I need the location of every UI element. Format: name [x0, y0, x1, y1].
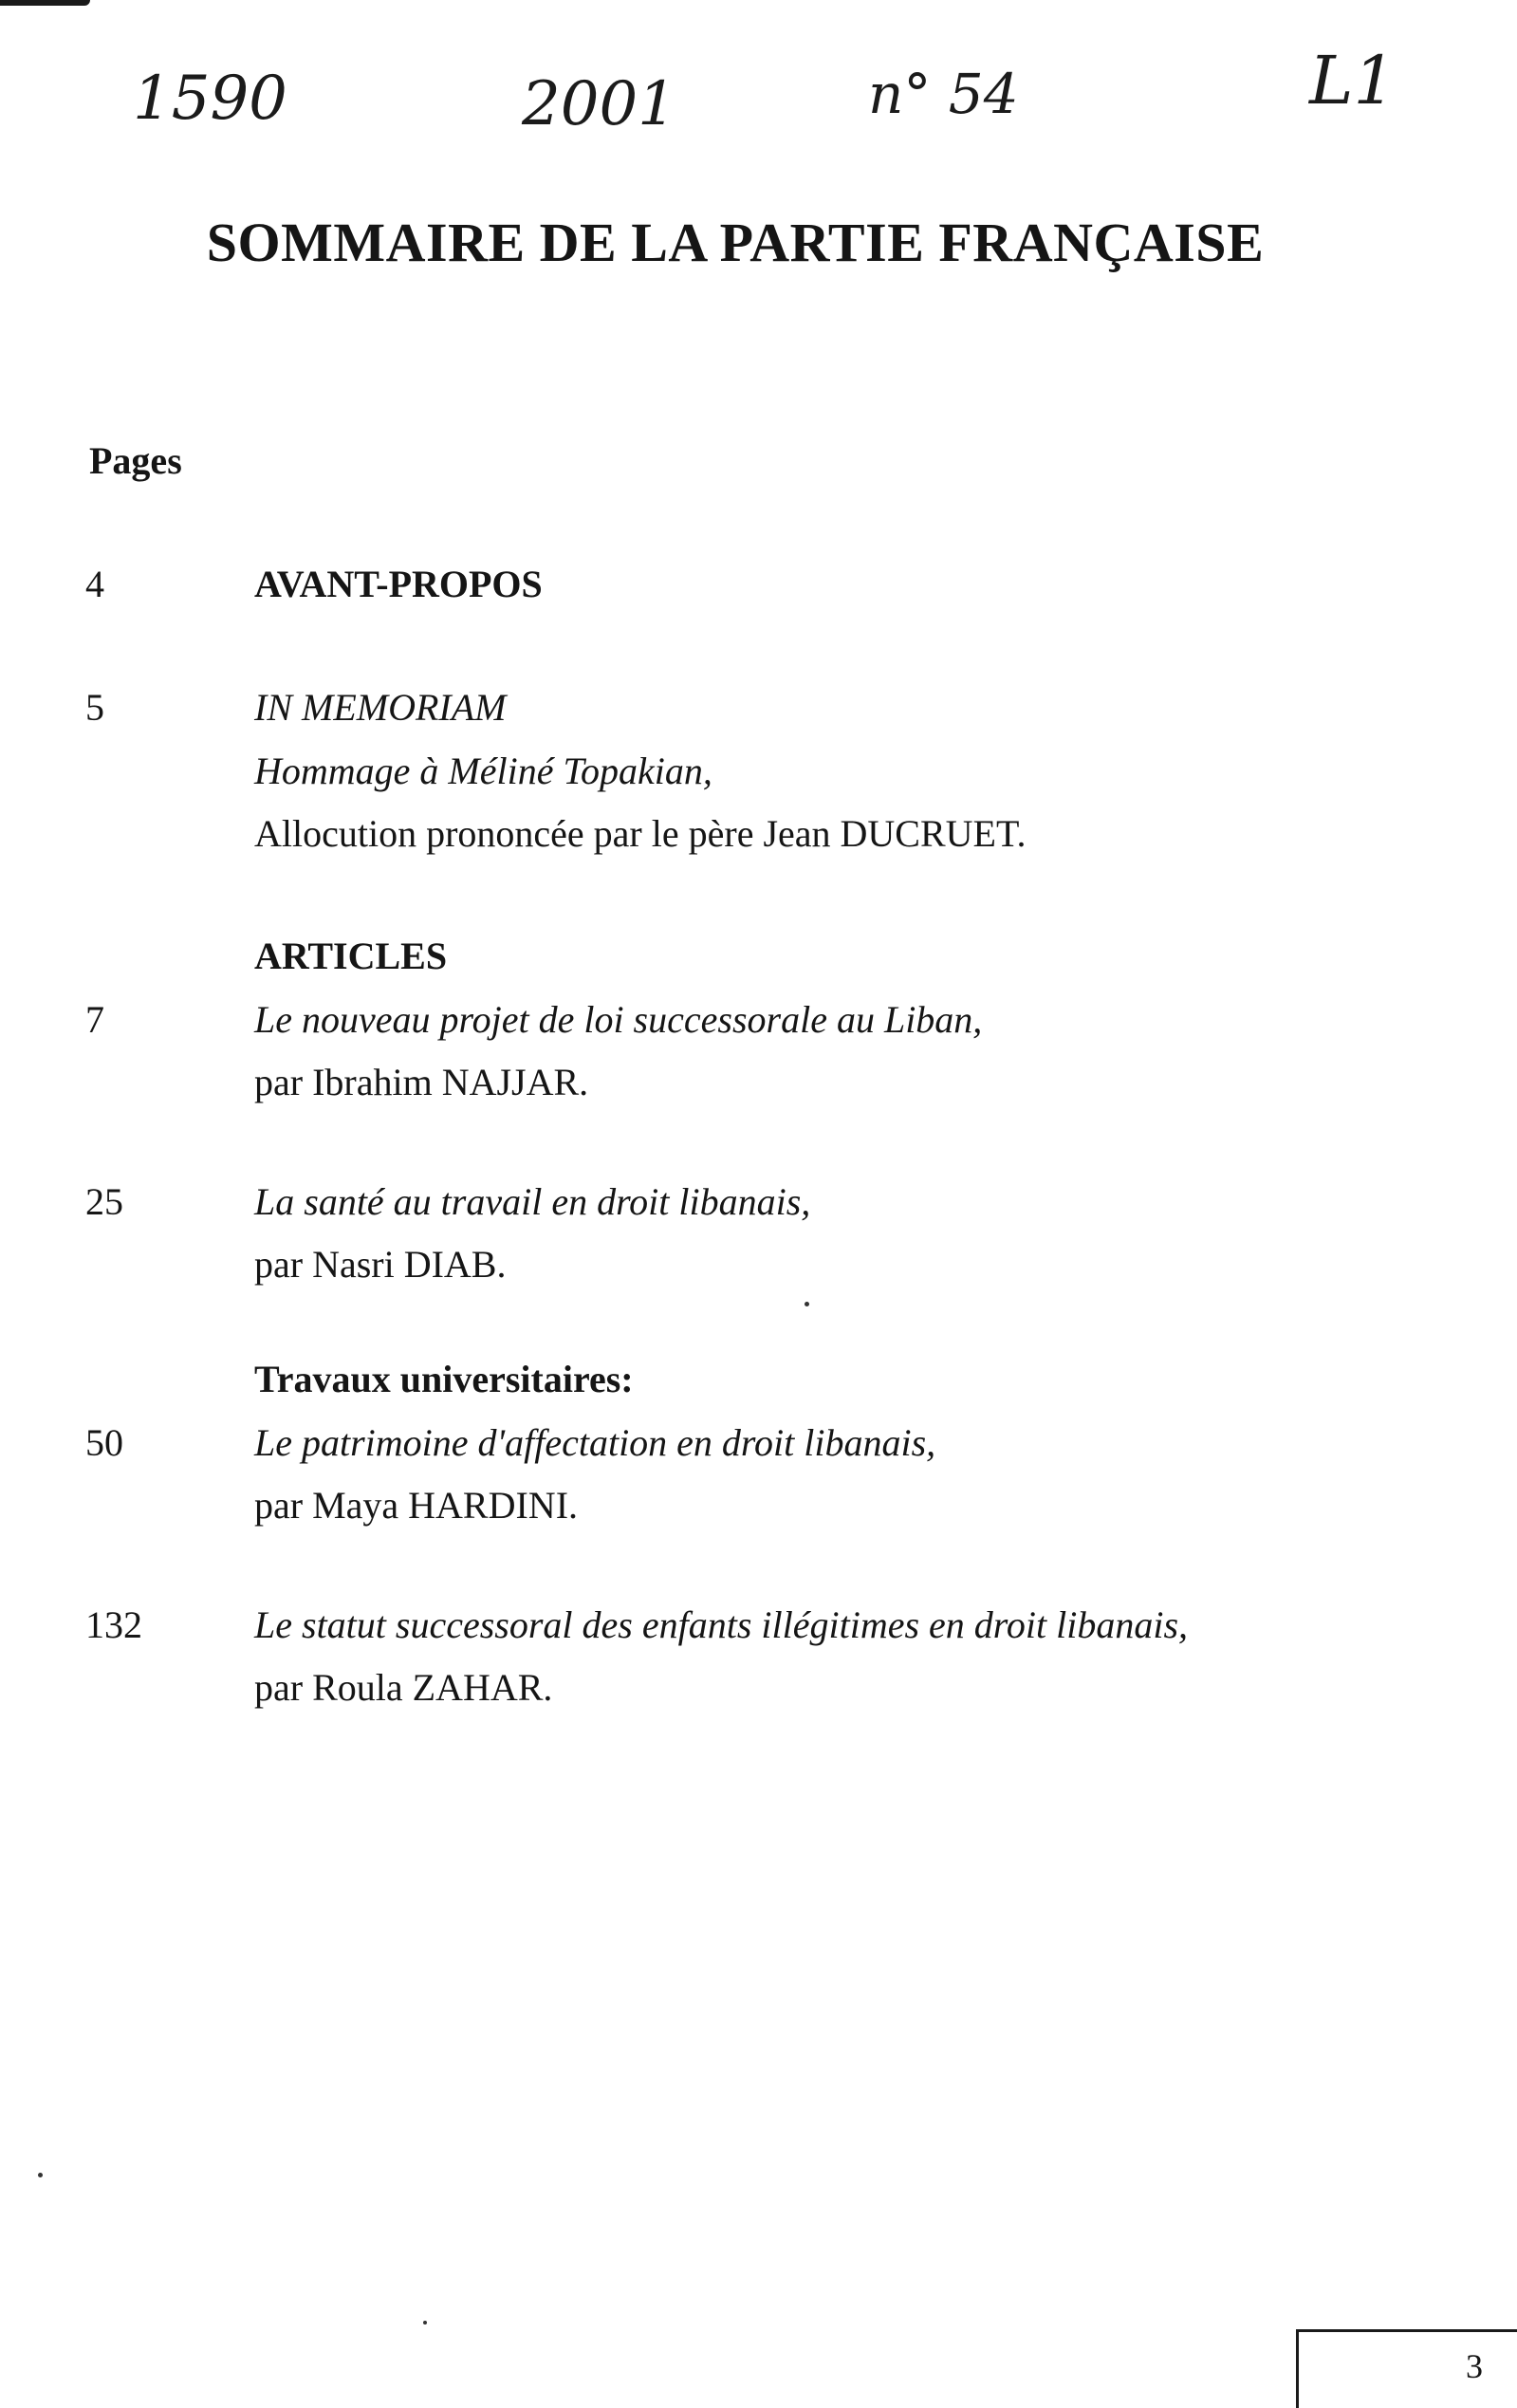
page-title: SOMMAIRE DE LA PARTIE FRANÇAISE — [206, 212, 1265, 273]
handwritten-note-year: 2001 — [522, 69, 676, 139]
handwritten-note-code: L1 — [1309, 42, 1397, 120]
toc-article-title: Le patrimoine d'affectation en droit libanais, — [254, 1421, 936, 1464]
scan-speck — [423, 2321, 427, 2325]
toc-page-number: 4 — [85, 563, 104, 605]
toc-section-heading: Travaux universitaires: — [254, 1358, 634, 1400]
toc-article-title: Le statut successoral des enfants illégitimes en droit libanais, — [254, 1603, 1189, 1646]
toc-section-heading: ARTICLES — [254, 935, 448, 977]
page-number: 3 — [1466, 2347, 1483, 2385]
scan-edge-mark — [0, 0, 90, 6]
toc-page-number: 132 — [85, 1603, 142, 1646]
toc-page-number: 25 — [85, 1180, 123, 1223]
toc-heading: AVANT-PROPOS — [254, 563, 543, 605]
toc-article-title: Le nouveau projet de loi successorale au Liban, — [254, 998, 983, 1041]
toc-article-author: par Ibrahim NAJJAR. — [254, 1061, 589, 1103]
toc-article-title: La santé au travail en droit libanais, — [254, 1180, 811, 1223]
handwritten-note-number: 1590 — [133, 64, 287, 134]
toc-article-author: par Nasri DIAB. — [254, 1243, 507, 1286]
pages-column-label: Pages — [89, 439, 182, 482]
scan-speck — [38, 2173, 43, 2177]
toc-article-author: par Maya HARDINI. — [254, 1484, 579, 1527]
handwritten-note-issue: n° 54 — [868, 62, 1019, 126]
page-number-frame — [1296, 2329, 1517, 2408]
toc-page-number: 5 — [85, 686, 104, 729]
toc-heading: IN MEMORIAM — [254, 686, 507, 729]
toc-article-author: par Roula ZAHAR. — [254, 1666, 553, 1709]
toc-page-number: 50 — [85, 1421, 123, 1464]
toc-subtitle: Hommage à Méliné Topakian, — [254, 750, 712, 792]
toc-page-number: 7 — [85, 998, 104, 1041]
scan-speck — [805, 1302, 809, 1306]
toc-detail: Allocution prononcée par le père Jean DUCRUET. — [254, 812, 1027, 855]
